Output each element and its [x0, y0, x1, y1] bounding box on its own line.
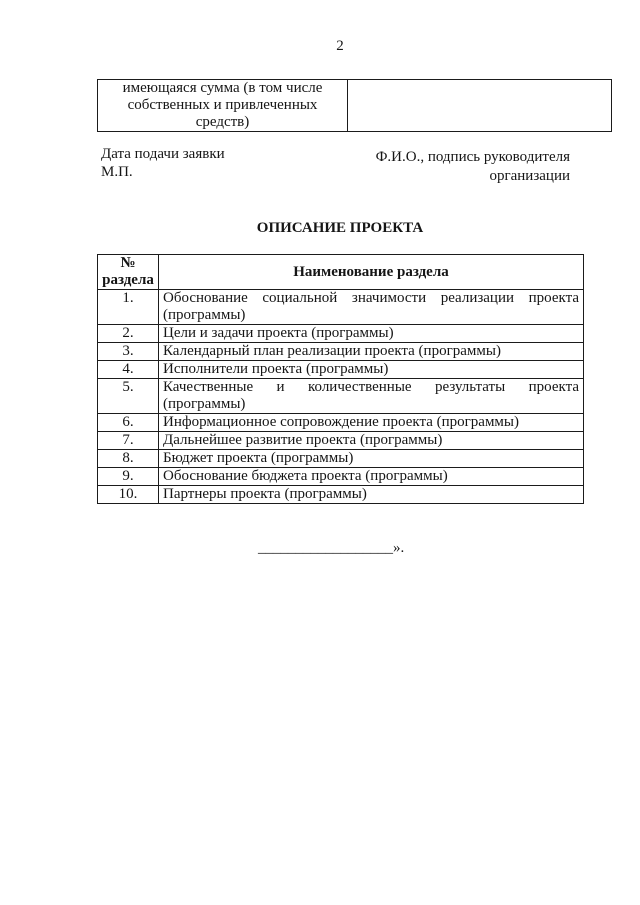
funding-row — [98, 80, 612, 132]
section-name: Обоснование бюджета проекта (программы) — [159, 468, 584, 486]
table-header-row — [98, 255, 584, 290]
table-row — [98, 379, 584, 414]
section-number: 9. — [98, 468, 159, 486]
column-header-number-line2: раздела — [102, 272, 154, 288]
table-row — [98, 450, 584, 468]
table-row — [98, 290, 584, 325]
section-name: Информационное сопровождение проекта (программы) — [159, 414, 584, 432]
section-name: Исполнители проекта (программы) — [159, 361, 584, 379]
column-header-number — [98, 255, 159, 290]
page-number: 2 — [336, 38, 344, 54]
section-number: 7. — [98, 432, 159, 450]
project-sections-table — [97, 254, 584, 504]
table-row — [98, 468, 584, 486]
section-name: Бюджет проекта (программы) — [159, 450, 584, 468]
section-number: 4. — [98, 361, 159, 379]
closing-blank-line: __________________». — [258, 540, 405, 556]
table-row — [98, 432, 584, 450]
application-date-label: Дата подачи заявки — [101, 146, 225, 162]
section-number: 8. — [98, 450, 159, 468]
funding-value — [348, 80, 612, 132]
section-heading: ОПИСАНИЕ ПРОЕКТА — [256, 220, 424, 236]
section-name: Дальнейшее развитие проекта (программы) — [159, 432, 584, 450]
section-name: Качественные и количественные результаты проекта (программы) — [159, 379, 584, 414]
section-name: Цели и задачи проекта (программы) — [159, 325, 584, 343]
table-row — [98, 361, 584, 379]
table-row — [98, 414, 584, 432]
funding-label: имеющаяся сумма (в том числе собственных и привлеченных средств) — [98, 80, 348, 132]
section-number: 2. — [98, 325, 159, 343]
section-number: 10. — [98, 486, 159, 504]
table-row — [98, 486, 584, 504]
section-name: Календарный план реализации проекта (программы) — [159, 343, 584, 361]
signatory-label-line1: Ф.И.О., подпись руководителя — [375, 149, 570, 165]
section-number: 3. — [98, 343, 159, 361]
signatory-label-line2: организации — [489, 168, 570, 184]
section-number: 5. — [98, 379, 159, 414]
signatory-label — [376, 148, 570, 186]
stamp-label: М.П. — [101, 164, 133, 180]
table-row — [98, 343, 584, 361]
column-header-name: Наименование раздела — [159, 255, 584, 290]
section-number: 1. — [98, 290, 159, 325]
column-header-number-line1: № — [120, 255, 136, 271]
section-number: 6. — [98, 414, 159, 432]
funding-table — [97, 79, 612, 132]
section-name: Партнеры проекта (программы) — [159, 486, 584, 504]
table-row — [98, 325, 584, 343]
section-name: Обоснование социальной значимости реализации проекта (программы) — [159, 290, 584, 325]
